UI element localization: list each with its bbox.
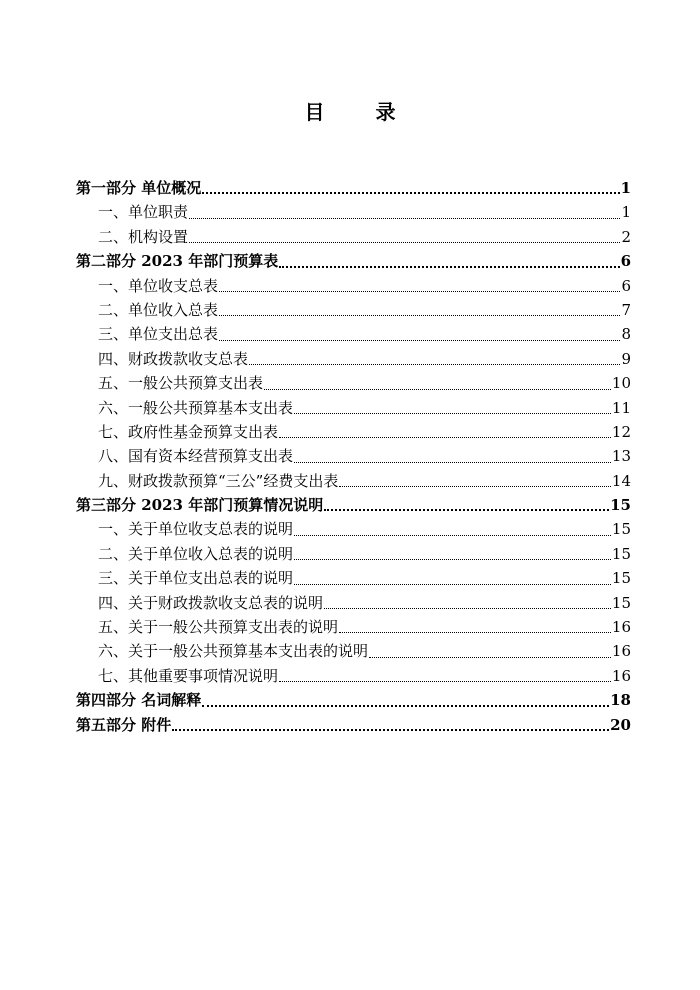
toc-entry-page: 1: [621, 203, 631, 222]
toc-entry-page: 7: [621, 300, 631, 319]
toc-entry-label: 六、一般公共预算基本支出表: [98, 398, 294, 417]
toc-leader: [294, 558, 611, 560]
toc-entry-page: 9: [621, 349, 631, 368]
toc-entry-label: 三、关于单位支出总表的说明: [98, 569, 294, 588]
toc-entry-label: 三、单位支出总表: [98, 325, 219, 344]
toc-entry-label: 二、关于单位收入总表的说明: [98, 544, 294, 563]
toc-entry-page: 16: [611, 618, 631, 637]
toc-entry[interactable]: [76, 591, 631, 615]
toc-entry-page: 10: [611, 374, 631, 393]
toc-leader: [279, 680, 611, 682]
toc-entry-label: 一、单位职责: [98, 203, 189, 222]
toc-entry-label: 第三部分 2023 年部门预算情况说明: [76, 496, 324, 515]
toc-entry[interactable]: [76, 200, 631, 224]
toc-entry[interactable]: [76, 274, 631, 298]
toc-entry-label: 第一部分 单位概况: [76, 179, 202, 197]
page-title: 目 录: [304, 100, 418, 124]
toc-entry[interactable]: [76, 615, 631, 639]
toc-entry-page: 1: [620, 179, 631, 197]
toc-entry[interactable]: [76, 347, 631, 371]
toc-leader: [279, 436, 611, 438]
toc-entry-label: 四、财政拨款收支总表: [98, 349, 249, 368]
toc-leader: [202, 191, 619, 194]
toc-entry-page: 14: [611, 471, 631, 490]
toc-leader: [279, 265, 619, 268]
toc-entry-page: 15: [610, 496, 631, 515]
toc-entry[interactable]: [76, 396, 631, 420]
toc-entry-page: 20: [610, 715, 631, 734]
toc-entry-page: 8: [621, 325, 631, 344]
toc-entry-part-3[interactable]: [76, 493, 631, 517]
toc-entry-part-2[interactable]: [76, 249, 631, 273]
toc-entry-label: 一、关于单位收支总表的说明: [98, 520, 294, 539]
toc-entry-label: 第四部分 名词解释: [76, 691, 202, 710]
toc-entry-label: 六、关于一般公共预算基本支出表的说明: [98, 642, 369, 661]
toc-leader: [189, 241, 620, 243]
toc-entry-page: 6: [621, 276, 631, 295]
toc-leader: [189, 217, 620, 219]
toc-entry-page: 15: [611, 544, 631, 563]
toc-entry[interactable]: [76, 298, 631, 322]
toc-entry[interactable]: [76, 566, 631, 590]
toc-entry[interactable]: [76, 542, 631, 566]
toc-entry-page: 6: [620, 252, 631, 271]
toc-leader: [294, 412, 611, 414]
toc-entry-page: 11: [611, 398, 631, 417]
toc-entry-page: 16: [611, 666, 631, 685]
toc-entry-label: 八、国有资本经营预算支出表: [98, 447, 294, 466]
toc-entry-page: 12: [611, 422, 631, 441]
toc-leader: [294, 534, 611, 536]
toc-entry-label: 九、财政拨款预算“三公”经费支出表: [98, 471, 339, 490]
toc-entry-page: 16: [611, 642, 631, 661]
toc-entry-label: 第五部分 附件: [76, 715, 172, 734]
toc-leader: [369, 656, 611, 658]
toc-entry-part-1[interactable]: [76, 176, 631, 200]
toc-entry[interactable]: [76, 444, 631, 468]
toc-entry-page: 15: [611, 593, 631, 612]
toc-leader: [339, 631, 611, 633]
toc-entry-label: 七、政府性基金预算支出表: [98, 422, 279, 441]
toc-entry[interactable]: [76, 664, 631, 688]
toc-entry-page: 13: [611, 447, 631, 466]
toc-entry-part-4[interactable]: [76, 688, 631, 712]
toc-leader: [219, 290, 620, 292]
toc-entry-label: 四、关于财政拨款收支总表的说明: [98, 593, 324, 612]
toc-entry-page: 15: [611, 569, 631, 588]
toc-entry-part-5[interactable]: [76, 713, 631, 737]
toc-leader: [339, 485, 611, 487]
toc-entry-label: 第二部分 2023 年部门预算表: [76, 252, 279, 271]
toc-entry-label: 二、机构设置: [98, 227, 189, 246]
toc-entry-label: 五、关于一般公共预算支出表的说明: [98, 618, 339, 637]
toc-entry-page: 2: [621, 227, 631, 246]
table-of-contents: [76, 176, 631, 737]
toc-leader: [294, 583, 611, 585]
toc-entry-label: 七、其他重要事项情况说明: [98, 666, 279, 685]
toc-leader: [219, 314, 620, 316]
toc-entry[interactable]: [76, 420, 631, 444]
toc-entry-label: 五、一般公共预算支出表: [98, 374, 264, 393]
toc-entry-page: 18: [610, 691, 631, 710]
toc-entry-page: 15: [611, 520, 631, 539]
toc-leader: [202, 704, 609, 707]
toc-entry[interactable]: [76, 469, 631, 493]
toc-entry[interactable]: [76, 322, 631, 346]
toc-leader: [219, 339, 620, 341]
toc-leader: [324, 508, 609, 511]
toc-leader: [172, 728, 609, 731]
toc-leader: [324, 607, 611, 609]
toc-entry[interactable]: [76, 371, 631, 395]
toc-leader: [264, 388, 611, 390]
toc-entry[interactable]: [76, 517, 631, 541]
toc-leader: [294, 461, 611, 463]
toc-entry-label: 二、单位收入总表: [98, 300, 219, 319]
toc-leader: [249, 363, 620, 365]
toc-entry-label: 一、单位收支总表: [98, 276, 219, 295]
toc-entry[interactable]: [76, 639, 631, 663]
toc-entry[interactable]: [76, 225, 631, 249]
